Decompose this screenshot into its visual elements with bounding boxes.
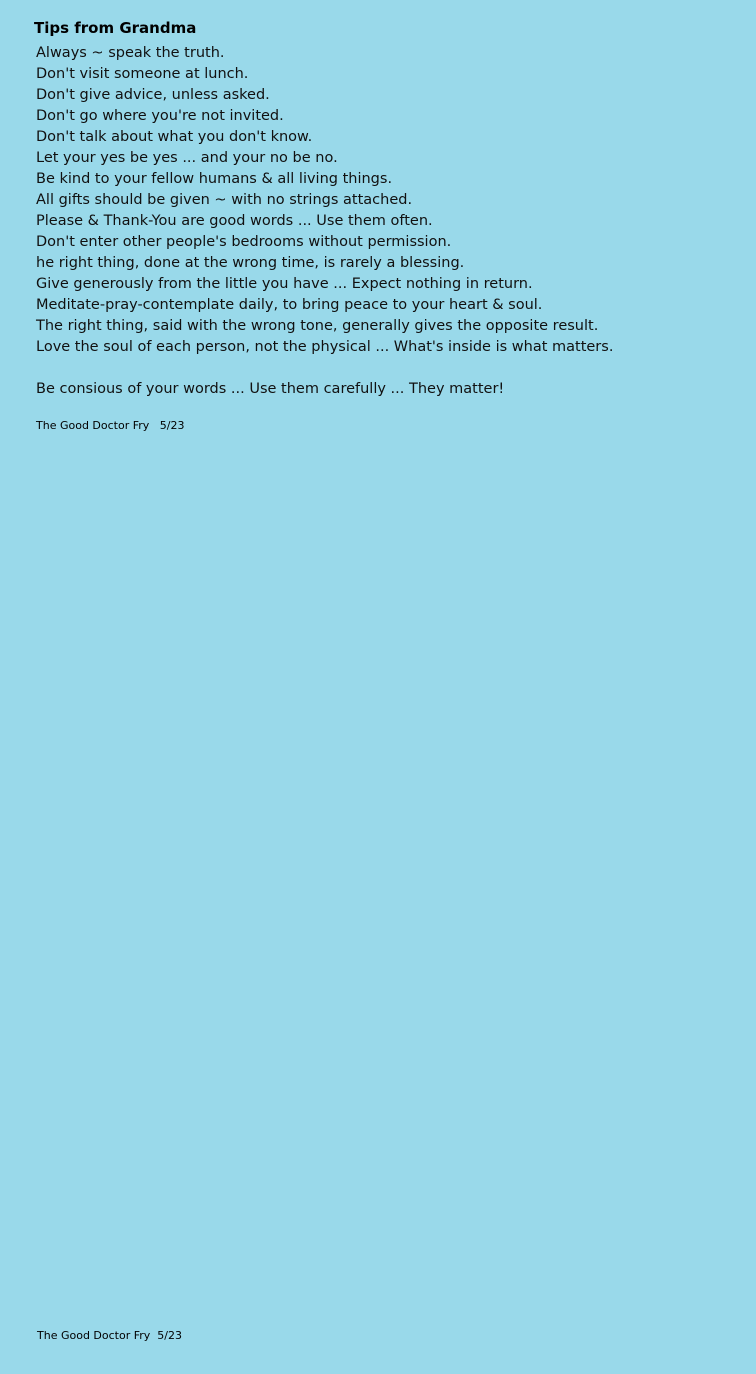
poem-line: Don't enter other people's bedrooms without permission.	[36, 234, 452, 250]
poem-line: Don't go where you're not invited.	[36, 108, 284, 124]
poem-line: Let your yes be yes ... and your no be no.	[36, 150, 338, 166]
poem-line: Always ~ speak the truth.	[36, 45, 225, 61]
poem-closing-line: Be consious of your words ... Use them carefully ... They matter!	[36, 381, 505, 397]
poem-line: Don't give advice, unless asked.	[36, 87, 270, 103]
poem-line: Don't visit someone at lunch.	[36, 66, 249, 82]
poem-line: Meditate-pray-contemplate daily, to bring peace to your heart & soul.	[36, 297, 543, 313]
author-signature: The Good Doctor Fry 5/23	[36, 419, 185, 432]
poem-line: Please & Thank-You are good words ... Use them often.	[36, 213, 433, 229]
poem-line: Be kind to your fellow humans & all living things.	[36, 171, 393, 187]
poem-line: Love the soul of each person, not the physical ... What's inside is what matters.	[36, 339, 614, 355]
poem-lines	[36, 43, 613, 358]
poem-line: The right thing, said with the wrong tone, generally gives the opposite result.	[36, 318, 599, 334]
poem-line: he right thing, done at the wrong time, is rarely a blessing.	[36, 255, 465, 271]
footer-signature: The Good Doctor Fry 5/23	[37, 1329, 182, 1342]
poem-line: Don't talk about what you don't know.	[36, 129, 313, 145]
poem-title: Tips from Grandma	[34, 19, 197, 37]
poem-line: All gifts should be given ~ with no strings attached.	[36, 192, 413, 208]
poem-line: Give generously from the little you have ... Expect nothing in return.	[36, 276, 533, 292]
